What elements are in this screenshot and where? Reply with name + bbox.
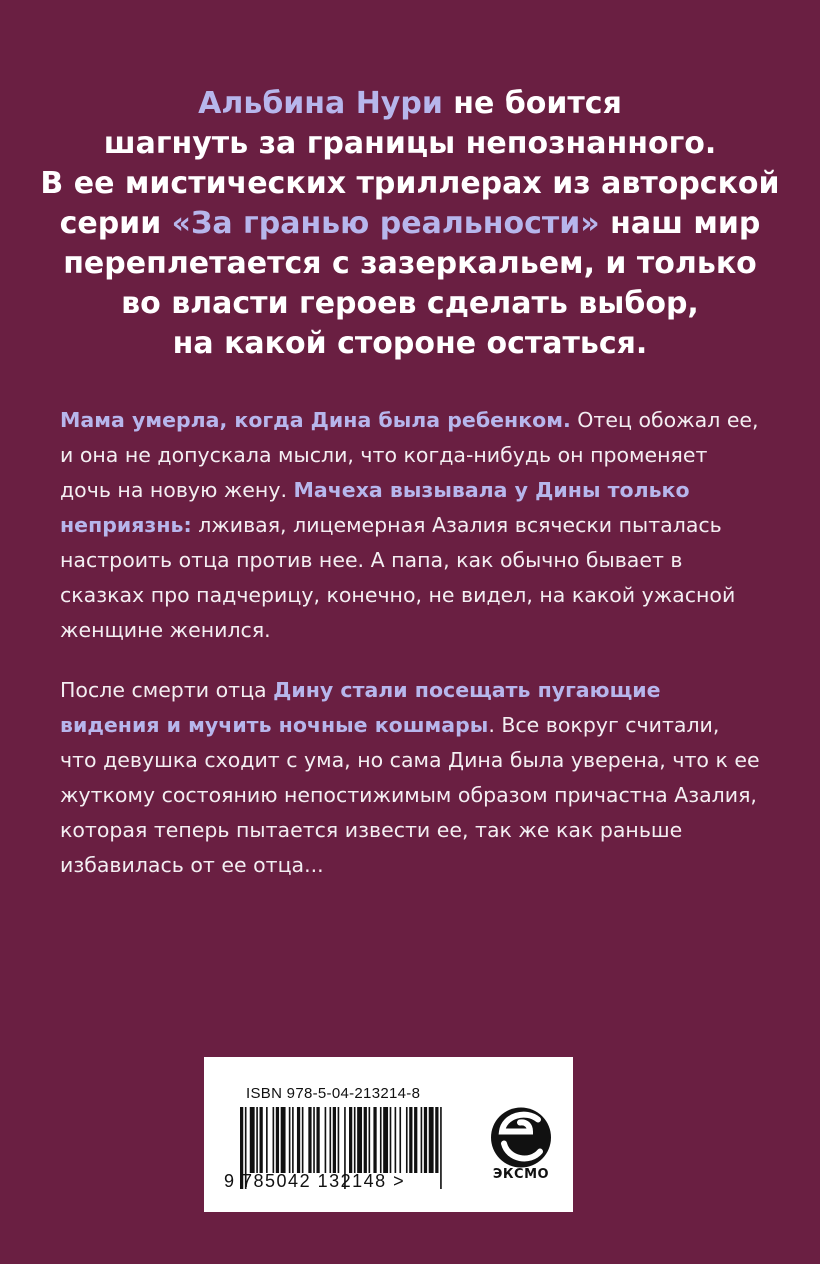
series-name: «За гранью реальности» bbox=[171, 206, 600, 241]
intro-line-3: В ее мистических триллерах из авторской bbox=[40, 166, 780, 201]
barcode-bar bbox=[266, 1107, 268, 1173]
para2-highlight-1: Дину стали посещать пугающие видения и мучить ночные кошмары bbox=[60, 678, 661, 737]
barcode-bar bbox=[333, 1107, 336, 1173]
para1-text-2: лживая, лицемерная Азалия всячески пыталась настроить отца против нее. А папа, как обычно бывает в сказках про падчерицу, конечно, не видел, на какой ужасной женщине женился. bbox=[60, 513, 736, 642]
barcode-bar bbox=[414, 1107, 417, 1173]
barcode-bar bbox=[364, 1107, 367, 1173]
barcode-bar bbox=[435, 1107, 438, 1173]
synopsis-paragraph-2 bbox=[60, 673, 760, 883]
publisher-name: ЭКСМО bbox=[492, 1167, 550, 1182]
intro-line-2: шагнуть за границы непознанного. bbox=[103, 126, 717, 161]
isbn-label: ISBN 978-5-04-213214-8 bbox=[246, 1085, 421, 1102]
para1-highlight-2: Мачеха вызывала у Дины только неприязнь: bbox=[60, 478, 690, 537]
barcode-bar bbox=[281, 1107, 286, 1173]
barcode-bar bbox=[260, 1107, 263, 1173]
intro-line-7: на какой стороне остаться. bbox=[172, 326, 648, 361]
intro-blurb bbox=[40, 84, 780, 364]
barcode-bar bbox=[380, 1107, 382, 1173]
barcode-bar bbox=[409, 1107, 412, 1173]
barcode-bar bbox=[399, 1107, 401, 1173]
barcode-bar bbox=[329, 1107, 331, 1173]
barcode-bar bbox=[289, 1107, 291, 1173]
intro-line-4 bbox=[40, 204, 780, 244]
intro-text-4b: наш мир bbox=[599, 206, 761, 241]
barcode-bar bbox=[302, 1107, 304, 1173]
barcode-bar bbox=[292, 1107, 294, 1173]
intro-text-4a: серии bbox=[59, 206, 172, 241]
barcode-bar bbox=[373, 1107, 376, 1173]
barcode-bar bbox=[406, 1107, 408, 1173]
barcode-bar bbox=[421, 1107, 423, 1173]
barcode-panel bbox=[204, 1057, 573, 1212]
intro-text-1: не боится bbox=[442, 86, 622, 121]
barcode-bar bbox=[354, 1107, 356, 1173]
barcode-bar bbox=[390, 1107, 392, 1173]
author-name: Альбина Нури bbox=[198, 86, 443, 121]
barcode-bar bbox=[250, 1107, 255, 1173]
barcode-bar bbox=[308, 1107, 311, 1173]
para2-text-2: . Все вокруг считали, что девушка сходит с ума, но сама Дина была уверена, что к ее жуткому состоянию непостижимым образом причастна Азалия, которая теперь пытается извести ее, так же как раньше избавилась от ее отца... bbox=[60, 713, 760, 877]
barcode-bar bbox=[424, 1107, 427, 1173]
barcode-bar bbox=[297, 1107, 300, 1173]
barcode-bar bbox=[429, 1107, 434, 1173]
intro-line-5: переплетается с зазеркальем, и только bbox=[63, 246, 757, 281]
barcode-bar bbox=[325, 1107, 327, 1173]
barcode-bar bbox=[395, 1107, 397, 1173]
barcode-bar bbox=[256, 1107, 258, 1173]
barcode-bar bbox=[369, 1107, 371, 1173]
barcode-bar bbox=[273, 1107, 275, 1173]
barcode-bar bbox=[276, 1107, 279, 1173]
intro-line-6: во власти героев сделать выбор, bbox=[121, 286, 699, 321]
barcode-digits: 9 785042 132148 > bbox=[224, 1171, 406, 1191]
barcode-bar bbox=[349, 1107, 352, 1173]
barcode-bar bbox=[357, 1107, 362, 1173]
barcode-bar bbox=[383, 1107, 388, 1173]
barcode-bar bbox=[316, 1107, 319, 1173]
barcode-bar bbox=[440, 1107, 442, 1189]
para2-text-1: После смерти отца bbox=[60, 678, 274, 702]
para1-text-1: Отец обожал ее, и она не допускала мысли, что когда-нибудь он променяет дочь на новую жену. bbox=[60, 408, 759, 502]
barcode-bar bbox=[313, 1107, 315, 1173]
intro-line-1 bbox=[40, 84, 780, 124]
para1-highlight-1: Мама умерла, когда Дина была ребенком. bbox=[60, 408, 571, 432]
synopsis-paragraph-1 bbox=[60, 403, 760, 648]
barcode-bar bbox=[338, 1107, 340, 1173]
